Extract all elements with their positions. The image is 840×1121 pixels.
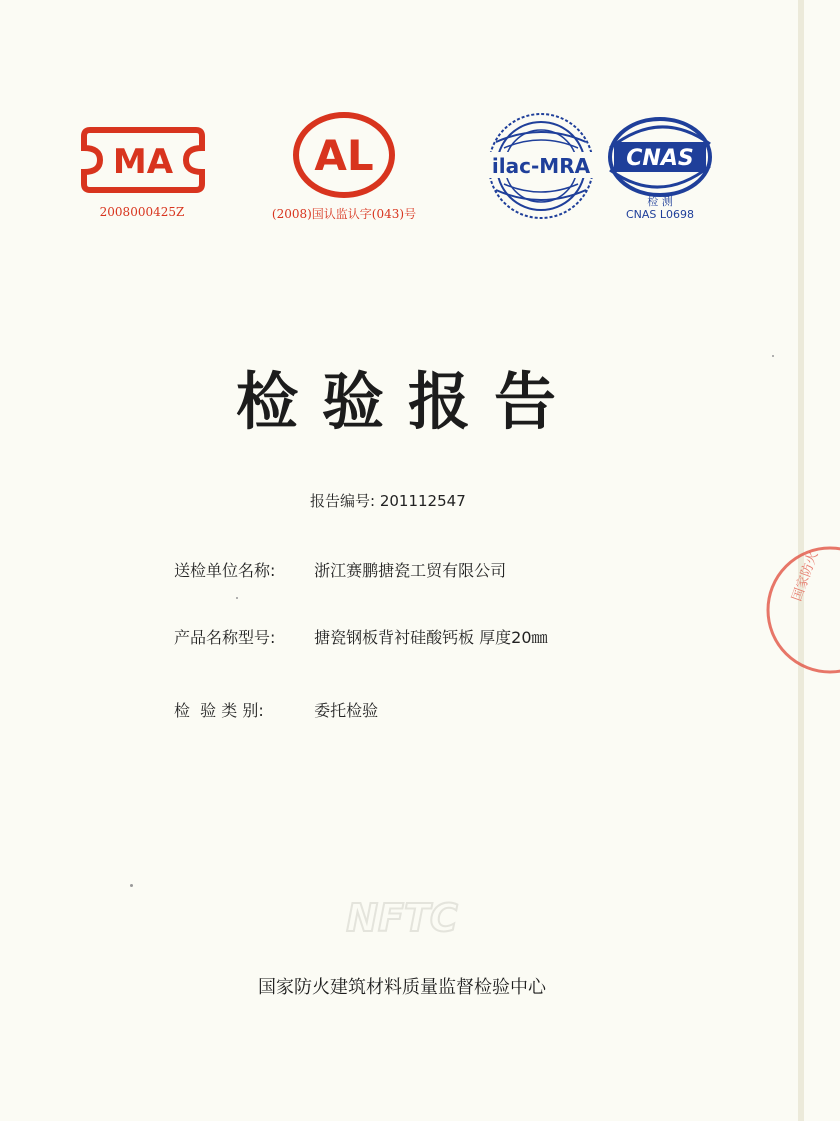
- report-number-label: 报告编号:: [310, 492, 376, 510]
- cnas-caption: [604, 195, 716, 221]
- report-number: [310, 490, 466, 511]
- field-inspection-type: [174, 698, 378, 721]
- stamp-text: 国家防火: [789, 549, 822, 604]
- official-stamp: [760, 540, 840, 680]
- organization-name: 国家防火建筑材料质量监督检验中心: [258, 977, 546, 998]
- report-title: 检验报告: [235, 365, 580, 438]
- field-value: 搪瓷钢板背衬硅酸钙板 厚度20㎜: [314, 628, 548, 647]
- ilac-text: ilac-MRA: [491, 154, 591, 178]
- cma-text: MA: [112, 142, 174, 182]
- field-label: 检 验 类 别:: [174, 701, 264, 720]
- cal-code: (2008)国认监认字(043)号: [271, 207, 417, 221]
- field-value: 委托检验: [314, 701, 379, 720]
- scan-speck: [236, 597, 238, 599]
- cnas-text: CNAS: [626, 146, 694, 171]
- nftc-watermark: [322, 893, 482, 941]
- field-label: 送检单位名称:: [174, 561, 276, 580]
- ilac-mra-logo: [484, 112, 598, 220]
- field-client: [174, 558, 506, 581]
- scan-speck: [772, 355, 774, 357]
- cnas-number: CNAS L0698: [625, 208, 695, 221]
- cma-logo: [80, 126, 206, 194]
- cma-code: 2008000425Z: [99, 205, 185, 219]
- cal-logo: [290, 110, 398, 200]
- cnas-sub-label: 检 测: [647, 195, 673, 208]
- cnas-logo: [604, 114, 716, 200]
- watermark-text: NFTC: [346, 896, 458, 940]
- scan-speck: [130, 884, 133, 887]
- cal-text: AL: [314, 131, 374, 180]
- field-label: 产品名称型号:: [174, 628, 276, 647]
- report-number-value: 201112547: [379, 492, 466, 510]
- field-product: [174, 625, 548, 648]
- field-value: 浙江赛鹏搪瓷工贸有限公司: [314, 561, 507, 580]
